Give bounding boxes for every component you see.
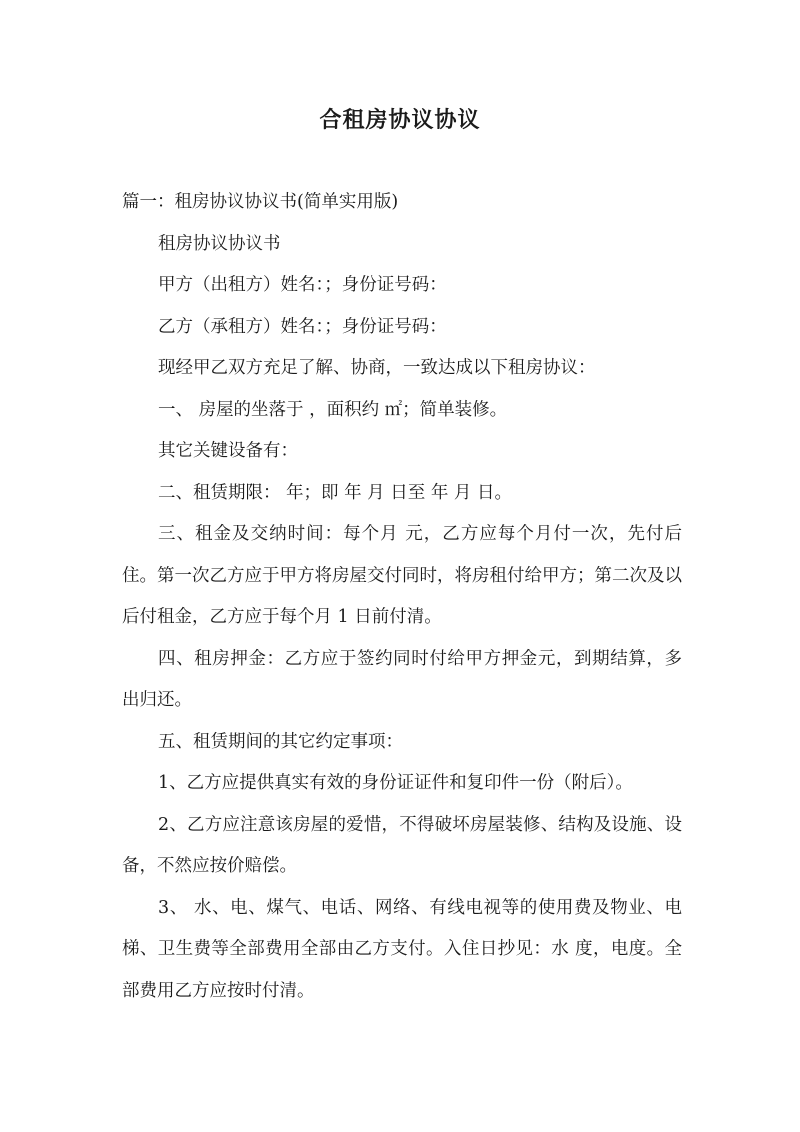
paragraph-preamble: 现经甲乙双方充足了解、协商，一致达成以下租房协议：	[158, 358, 596, 378]
paragraph-equipment: 其它关键设备有：	[158, 441, 298, 461]
paragraph-clause-5: 五、租赁期间的其它约定事项：	[158, 731, 403, 752]
paragraph-section-heading: 篇一：租房协议协议书(简单实用版)	[122, 192, 399, 212]
paragraph-subtitle: 租房协议协议书	[158, 233, 281, 254]
paragraph-item-2: 2、乙方应注意该房屋的爱惜，不得破坏房屋装修、结构及设施、设备，不然应按价赔偿。	[122, 814, 682, 876]
document-body	[122, 182, 682, 1012]
paragraph-party-a: 甲方（出租方）姓名：；身份证号码：	[158, 275, 447, 295]
paragraph-party-b: 乙方（承租方）姓名：；身份证号码：	[158, 316, 447, 337]
paragraph-clause-4: 四、租房押金：乙方应于签约同时付给甲方押金元，到期结算，多出归还。	[122, 648, 682, 710]
paragraph-clause-3: 三、租金及交纳时间：每个月 元，乙方应每个月付一次，先付后住。第一次乙方应于甲方将房屋交付同时，将房租付给甲方；第二次及以后付租金，乙方应于每个月 1 日前付清。	[122, 524, 682, 627]
paragraph-item-3: 3、 水、电、煤气、电话、网络、有线电视等的使用费及物业、电梯、卫生费等全部费用全部由乙方支付。入住日抄见：水 度，电度。全部费用乙方应按时付清。	[122, 897, 682, 1001]
paragraph-clause-2: 二、租赁期限： 年；即 年 月 日至 年 月 日。	[158, 482, 512, 503]
document-title: 合租房协议协议	[319, 107, 481, 133]
paragraph-item-1: 1、乙方应提供真实有效的身份证证件和复印件一份（附后）。	[158, 773, 633, 793]
paragraph-clause-1: 一、 房屋的坐落于 ，面积约 ㎡；简单装修。	[158, 399, 508, 420]
